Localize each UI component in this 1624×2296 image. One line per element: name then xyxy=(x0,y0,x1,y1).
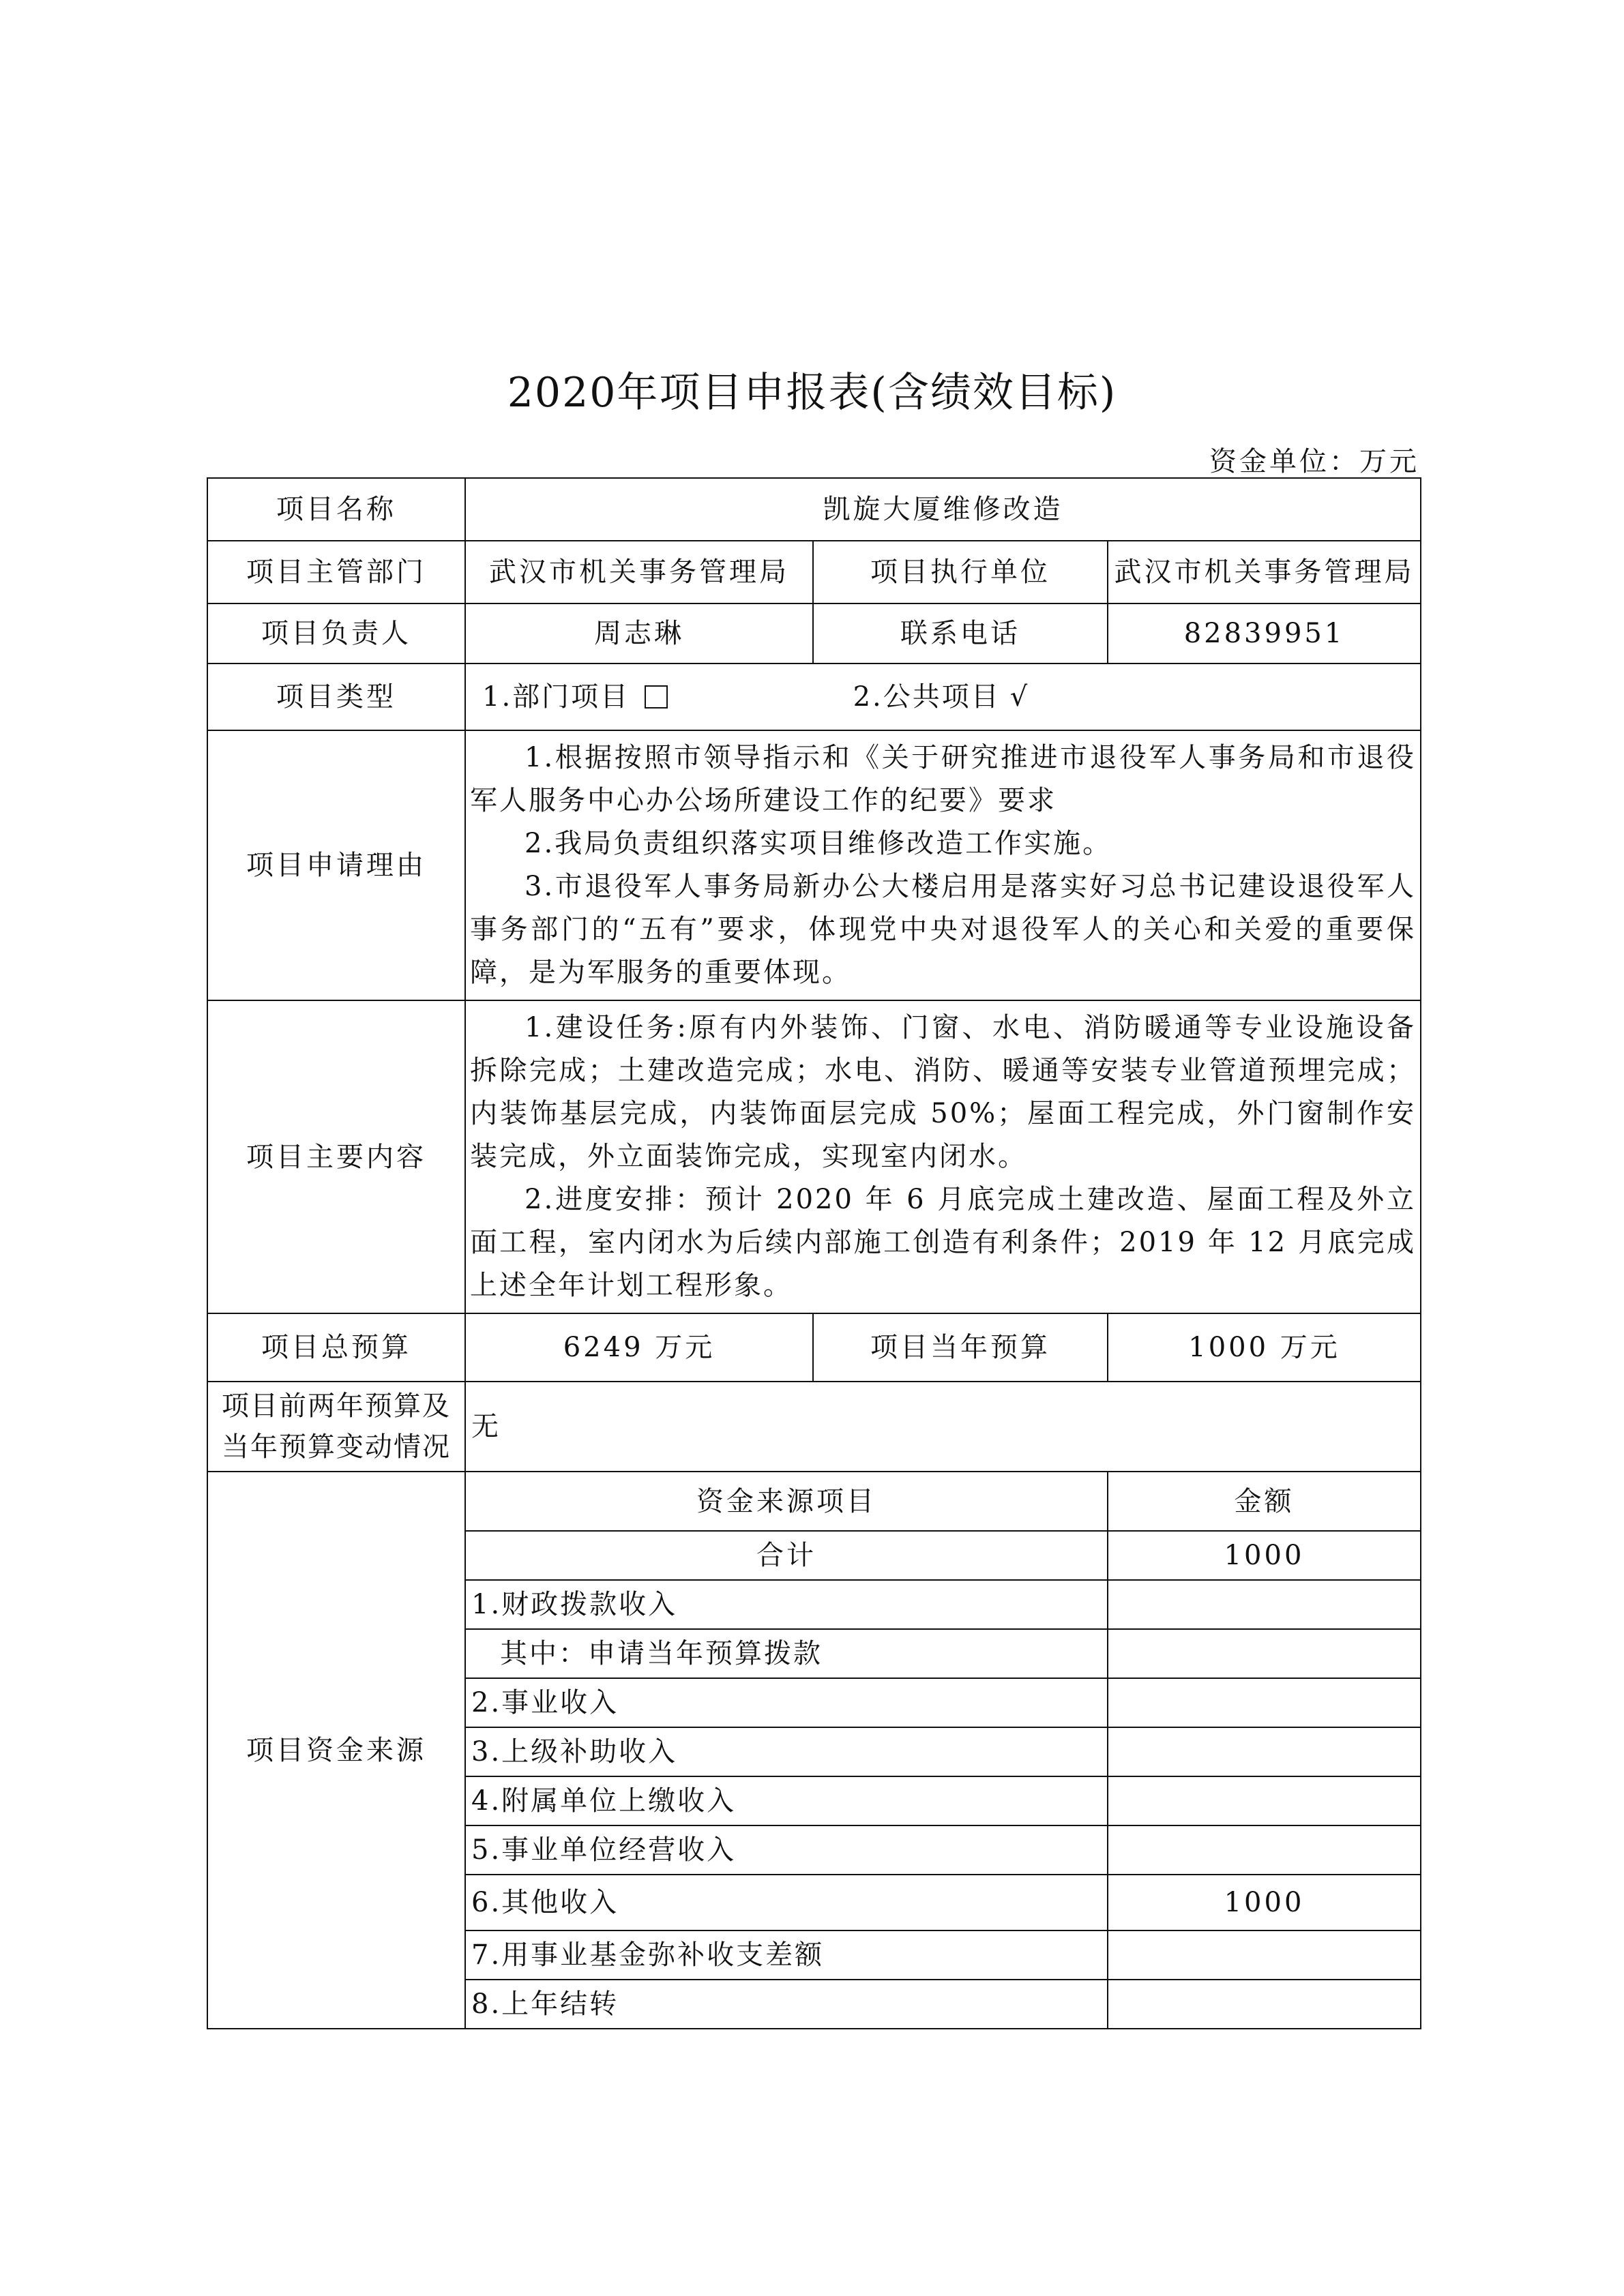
funding-amount xyxy=(1108,1980,1421,2029)
funding-source: 3.上级补助收入 xyxy=(465,1727,1108,1776)
funding-amount xyxy=(1108,1776,1421,1825)
reason-label: 项目申请理由 xyxy=(207,730,465,1000)
funding-source: 7.用事业基金弥补收支差额 xyxy=(465,1930,1108,1980)
funding-amount xyxy=(1108,1629,1421,1678)
funding-header-source: 资金来源项目 xyxy=(465,1472,1108,1531)
reason-paragraph: 2.我局负责组织落实项目维修改造工作实施。 xyxy=(525,828,1112,859)
leader-value: 周志琳 xyxy=(465,603,813,664)
leader-label: 项目负责人 xyxy=(207,603,465,664)
project-name-value: 凯旋大厦维修改造 xyxy=(465,478,1421,541)
funding-header-row xyxy=(207,1472,1421,1531)
content-row xyxy=(207,1000,1421,1313)
option-public-label: 2.公共项目 xyxy=(853,681,1001,713)
funding-amount xyxy=(1108,1678,1421,1727)
application-form-table xyxy=(207,477,1421,2029)
budget-row xyxy=(207,1313,1421,1382)
funding-source: 6.其他收入 xyxy=(465,1875,1108,1930)
type-label: 项目类型 xyxy=(207,664,465,730)
reason-paragraph: 1.根据按照市领导指示和《关于研究推进市退役军人事务局和市退役军人服务中心办公场所建设工作的纪要》要求 xyxy=(470,742,1417,816)
department-label: 项目主管部门 xyxy=(207,541,465,603)
option-public-checkmark: √ xyxy=(1009,681,1030,713)
change-label: 项目前两年预算及当年预算变动情况 xyxy=(207,1382,465,1472)
funding-source: 其中：申请当年预算拨款 xyxy=(465,1629,1108,1678)
change-row xyxy=(207,1382,1421,1472)
unit-label: 资金单位：万元 xyxy=(1209,446,1419,477)
content-paragraph: 1.建设任务:原有内外装饰、门窗、水电、消防暖通等专业设施设备拆除完成；土建改造完成；水电、消防、暖通等安装专业管道预埋完成；内装饰基层完成，内装饰面层完成 50%；屋面工程完成，外门窗制作安装完成，外立面装饰完成，实现室内闭水。 xyxy=(470,1012,1417,1172)
funding-amount-total: 1000 xyxy=(1108,1531,1421,1580)
funding-header-amount: 金额 xyxy=(1108,1472,1421,1531)
page-title: 2020年项目申报表(含绩效目标) xyxy=(507,369,1117,417)
funding-source: 5.事业单位经营收入 xyxy=(465,1825,1108,1875)
funding-source: 1.财政拨款收入 xyxy=(465,1580,1108,1629)
funding-amount xyxy=(1108,1930,1421,1980)
phone-label: 联系电话 xyxy=(813,603,1108,664)
total-budget-label: 项目总预算 xyxy=(207,1313,465,1382)
department-row xyxy=(207,541,1421,603)
department-value: 武汉市机关事务管理局 xyxy=(465,541,813,603)
type-options xyxy=(465,664,1421,730)
content-paragraph: 2.进度安排：预计 2020 年 6 月底完成土建改造、屋面工程及外立面工程，室内闭水为后续内部施工创造有利条件；2019 年 12 月底完成上述全年计划工程形象。 xyxy=(470,1184,1417,1301)
current-budget-label: 项目当年预算 xyxy=(813,1313,1108,1382)
funding-amount xyxy=(1108,1825,1421,1875)
current-budget-value: 1000 万元 xyxy=(1108,1313,1421,1382)
content-text xyxy=(465,1000,1421,1313)
project-name-label: 项目名称 xyxy=(207,478,465,541)
funding-amount: 1000 xyxy=(1108,1875,1421,1930)
project-name-row xyxy=(207,478,1421,541)
funding-label: 项目资金来源 xyxy=(207,1472,465,2029)
option-department-checkbox[interactable] xyxy=(645,685,668,709)
option-department-label: 1.部门项目 xyxy=(482,681,630,713)
funding-amount xyxy=(1108,1727,1421,1776)
reason-row xyxy=(207,730,1421,1000)
funding-source-total: 合计 xyxy=(465,1531,1108,1580)
content-label: 项目主要内容 xyxy=(207,1000,465,1313)
total-budget-value: 6249 万元 xyxy=(465,1313,813,1382)
executor-value: 武汉市机关事务管理局 xyxy=(1108,541,1421,603)
funding-source: 4.附属单位上缴收入 xyxy=(465,1776,1108,1825)
funding-source: 8.上年结转 xyxy=(465,1980,1108,2029)
executor-label: 项目执行单位 xyxy=(813,541,1108,603)
type-row xyxy=(207,664,1421,730)
phone-value: 82839951 xyxy=(1108,603,1421,664)
funding-amount xyxy=(1108,1580,1421,1629)
reason-paragraph: 3.市退役军人事务局新办公大楼启用是落实好习总书记建设退役军人事务部门的“五有”要求，体现党中央对退役军人的关心和关爱的重要保障，是为军服务的重要体现。 xyxy=(470,871,1417,988)
leader-row xyxy=(207,603,1421,664)
funding-source: 2.事业收入 xyxy=(465,1678,1108,1727)
reason-text xyxy=(465,730,1421,1000)
change-value: 无 xyxy=(465,1382,1421,1472)
